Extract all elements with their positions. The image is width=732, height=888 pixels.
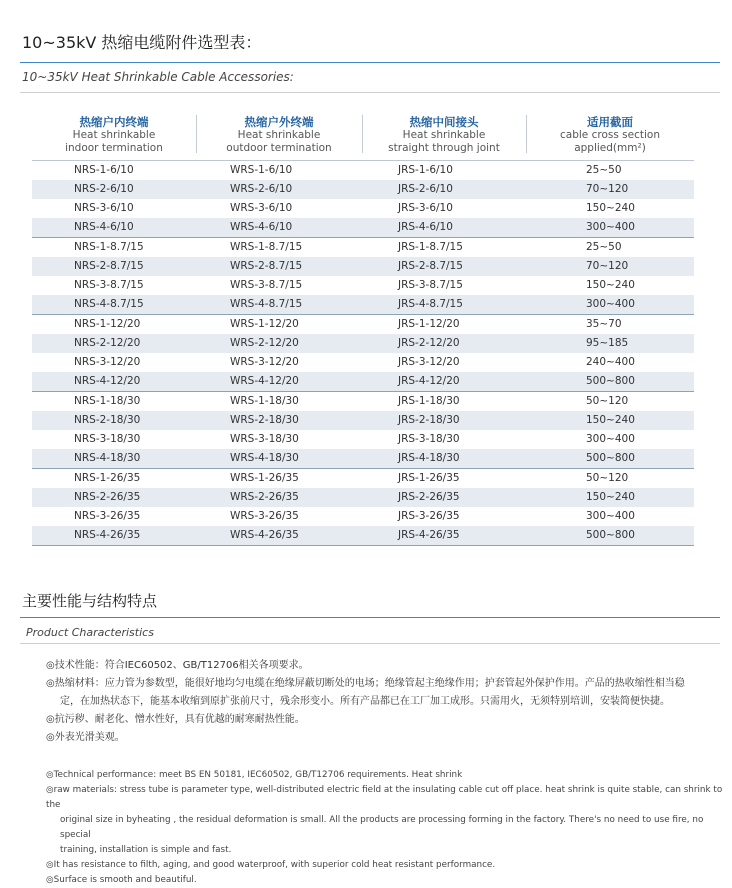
header-indoor-en1: Heat shrinkable bbox=[72, 129, 156, 141]
header-joint bbox=[362, 110, 526, 160]
cross-section-cell: 150~240 bbox=[586, 491, 635, 503]
table-row bbox=[32, 353, 694, 372]
section2-subtitle: Product Characteristics bbox=[26, 626, 154, 639]
section1-subtitle: 10~35kV Heat Shrinkable Cable Accessories: bbox=[22, 70, 294, 84]
indoor-model-cell: NRS-4-18/30 bbox=[74, 452, 141, 464]
table-row bbox=[32, 276, 694, 295]
header-outdoor bbox=[196, 110, 362, 160]
header-indoor-en2: indoor termination bbox=[65, 142, 163, 154]
indoor-model-cell: NRS-2-12/20 bbox=[74, 337, 141, 349]
outdoor-model-cell: WRS-3-26/35 bbox=[230, 510, 299, 522]
header-indoor bbox=[32, 110, 196, 160]
cross-section-cell: 240~400 bbox=[586, 356, 635, 368]
cn-item-line: ◎热缩材料：应力管为参数型，能很好地均匀电缆在绝缘屏蔽切断处的电场；绝缘管起主绝缘作用；护套管起外保护作用。产品的热收缩性相当稳 bbox=[46, 678, 685, 689]
indoor-model-cell: NRS-2-26/35 bbox=[74, 491, 141, 503]
cross-section-cell: 95~185 bbox=[586, 337, 629, 349]
section1-title: 10~35kV 热缩电缆附件选型表： bbox=[22, 33, 262, 52]
table-row bbox=[32, 391, 694, 411]
outdoor-model-cell: WRS-4-12/20 bbox=[230, 375, 299, 387]
table-row bbox=[32, 295, 694, 314]
joint-model-cell: JRS-4-18/30 bbox=[398, 452, 460, 464]
table-row bbox=[32, 199, 694, 218]
cn-item-line: ◎外表光滑美观。 bbox=[46, 732, 125, 743]
outdoor-model-cell: WRS-2-18/30 bbox=[230, 414, 299, 426]
joint-model-cell: JRS-4-26/35 bbox=[398, 529, 460, 541]
outdoor-model-cell: WRS-1-26/35 bbox=[230, 472, 299, 484]
header-outdoor-en1: Heat shrinkable bbox=[237, 129, 321, 141]
table-row bbox=[32, 334, 694, 353]
table-row bbox=[32, 488, 694, 507]
table-row bbox=[32, 372, 694, 391]
joint-model-cell: JRS-3-8.7/15 bbox=[398, 279, 463, 291]
indoor-model-cell: NRS-3-18/30 bbox=[74, 433, 141, 445]
en-item-line: training, installation is simple and fast. bbox=[60, 845, 232, 855]
en-item-line: original size in byheating , the residual deformation is small. All the products are processing forming in the factory. There's no need to use fire, no special bbox=[60, 815, 704, 840]
selection-table bbox=[32, 110, 694, 546]
outdoor-model-cell: WRS-3-6/10 bbox=[230, 202, 293, 214]
indoor-model-cell: NRS-1-18/30 bbox=[74, 395, 141, 407]
table-bottom-rule bbox=[32, 545, 694, 546]
table-header bbox=[32, 110, 694, 161]
joint-model-cell: JRS-4-12/20 bbox=[398, 375, 460, 387]
cn-item-line: 定，在加热状态下，能基本收缩到原扩张前尺寸，残余形变小。所有产品都已在工厂加工成形。只需用火，无须特别培训，安装简便快捷。 bbox=[60, 696, 670, 707]
table-row bbox=[32, 237, 694, 257]
header-cross-section-cn: 适用截面 bbox=[587, 115, 633, 129]
en-item-line: ◎Technical performance: meet BS EN 50181, IEC60502, GB/T12706 requirements. Heat shrink bbox=[46, 770, 463, 780]
table-row bbox=[32, 507, 694, 526]
cross-section-cell: 500~800 bbox=[586, 452, 635, 464]
outdoor-model-cell: WRS-2-8.7/15 bbox=[230, 260, 303, 272]
header-cross-section-en1: cable cross section bbox=[560, 129, 660, 141]
cross-section-cell: 35~70 bbox=[586, 318, 622, 330]
joint-model-cell: JRS-3-6/10 bbox=[398, 202, 453, 214]
indoor-model-cell: NRS-1-6/10 bbox=[74, 164, 134, 176]
header-cross-section bbox=[526, 110, 694, 160]
characteristics-en bbox=[46, 768, 726, 888]
cross-section-cell: 500~800 bbox=[586, 529, 635, 541]
header-joint-cn: 热缩中间接头 bbox=[409, 115, 479, 129]
cross-section-cell: 150~240 bbox=[586, 202, 635, 214]
joint-model-cell: JRS-1-18/30 bbox=[398, 395, 460, 407]
cross-section-cell: 70~120 bbox=[586, 183, 629, 195]
en-item-line: ◎Surface is smooth and beautiful. bbox=[46, 875, 197, 885]
cn-item-line: ◎技术性能：符合IEC60502、GB/T12706相关各项要求。 bbox=[46, 660, 309, 671]
cross-section-cell: 300~400 bbox=[586, 221, 635, 233]
en-item-line: ◎raw materials: stress tube is parameter type, well-distributed electric field at the insulating cable cut off place. heat shrink is quite stable, can shrink to the bbox=[46, 785, 723, 810]
table-row bbox=[32, 411, 694, 430]
cross-section-cell: 70~120 bbox=[586, 260, 629, 272]
joint-model-cell: JRS-2-12/20 bbox=[398, 337, 460, 349]
cross-section-cell: 50~120 bbox=[586, 395, 629, 407]
table-row bbox=[32, 218, 694, 237]
table-row bbox=[32, 468, 694, 488]
header-outdoor-cn: 热缩户外终端 bbox=[244, 115, 314, 129]
section2-subrule bbox=[20, 643, 720, 644]
indoor-model-cell: NRS-4-12/20 bbox=[74, 375, 141, 387]
indoor-model-cell: NRS-2-18/30 bbox=[74, 414, 141, 426]
en-item-line: ◎It has resistance to filth, aging, and good waterproof, with superior cold heat resistant performance. bbox=[46, 860, 496, 870]
joint-model-cell: JRS-4-8.7/15 bbox=[398, 298, 463, 310]
outdoor-model-cell: WRS-1-8.7/15 bbox=[230, 241, 303, 253]
outdoor-model-cell: WRS-2-26/35 bbox=[230, 491, 299, 503]
joint-model-cell: JRS-3-18/30 bbox=[398, 433, 460, 445]
joint-model-cell: JRS-1-6/10 bbox=[398, 164, 453, 176]
outdoor-model-cell: WRS-1-12/20 bbox=[230, 318, 299, 330]
outdoor-model-cell: WRS-1-18/30 bbox=[230, 395, 299, 407]
indoor-model-cell: NRS-4-26/35 bbox=[74, 529, 141, 541]
indoor-model-cell: NRS-1-26/35 bbox=[74, 472, 141, 484]
header-joint-en2: straight through joint bbox=[388, 142, 500, 154]
cross-section-cell: 25~50 bbox=[586, 241, 622, 253]
table-row bbox=[32, 526, 694, 545]
table-row bbox=[32, 449, 694, 468]
cross-section-cell: 300~400 bbox=[586, 298, 635, 310]
joint-model-cell: JRS-2-6/10 bbox=[398, 183, 453, 195]
table-row bbox=[32, 430, 694, 449]
indoor-model-cell: NRS-1-8.7/15 bbox=[74, 241, 144, 253]
indoor-model-cell: NRS-3-26/35 bbox=[74, 510, 141, 522]
cross-section-cell: 150~240 bbox=[586, 414, 635, 426]
indoor-model-cell: NRS-3-12/20 bbox=[74, 356, 141, 368]
joint-model-cell: JRS-1-26/35 bbox=[398, 472, 460, 484]
outdoor-model-cell: WRS-4-8.7/15 bbox=[230, 298, 303, 310]
cross-section-cell: 150~240 bbox=[586, 279, 635, 291]
cross-section-cell: 25~50 bbox=[586, 164, 622, 176]
outdoor-model-cell: WRS-3-12/20 bbox=[230, 356, 299, 368]
section1-subrule bbox=[20, 92, 720, 93]
joint-model-cell: JRS-3-26/35 bbox=[398, 510, 460, 522]
indoor-model-cell: NRS-4-6/10 bbox=[74, 221, 134, 233]
cn-item-line: ◎抗污秽、耐老化、憎水性好，具有优越的耐寒耐热性能。 bbox=[46, 714, 305, 725]
outdoor-model-cell: WRS-4-6/10 bbox=[230, 221, 293, 233]
header-outdoor-en2: outdoor termination bbox=[226, 142, 332, 154]
joint-model-cell: JRS-1-12/20 bbox=[398, 318, 460, 330]
outdoor-model-cell: WRS-3-18/30 bbox=[230, 433, 299, 445]
table-row bbox=[32, 180, 694, 199]
section1-rule bbox=[20, 62, 720, 63]
indoor-model-cell: NRS-4-8.7/15 bbox=[74, 298, 144, 310]
indoor-model-cell: NRS-3-6/10 bbox=[74, 202, 134, 214]
indoor-model-cell: NRS-2-6/10 bbox=[74, 183, 134, 195]
indoor-model-cell: NRS-3-8.7/15 bbox=[74, 279, 144, 291]
table-body bbox=[32, 161, 694, 545]
joint-model-cell: JRS-2-26/35 bbox=[398, 491, 460, 503]
cross-section-cell: 50~120 bbox=[586, 472, 629, 484]
cross-section-cell: 500~800 bbox=[586, 375, 635, 387]
indoor-model-cell: NRS-2-8.7/15 bbox=[74, 260, 144, 272]
outdoor-model-cell: WRS-2-12/20 bbox=[230, 337, 299, 349]
table-row bbox=[32, 257, 694, 276]
joint-model-cell: JRS-2-18/30 bbox=[398, 414, 460, 426]
cross-section-cell: 300~400 bbox=[586, 433, 635, 445]
outdoor-model-cell: WRS-1-6/10 bbox=[230, 164, 293, 176]
joint-model-cell: JRS-2-8.7/15 bbox=[398, 260, 463, 272]
indoor-model-cell: NRS-1-12/20 bbox=[74, 318, 141, 330]
outdoor-model-cell: WRS-4-18/30 bbox=[230, 452, 299, 464]
characteristics-cn bbox=[46, 657, 718, 747]
joint-model-cell: JRS-4-6/10 bbox=[398, 221, 453, 233]
table-row bbox=[32, 314, 694, 334]
header-indoor-cn: 热缩户内终端 bbox=[79, 115, 149, 129]
table-row bbox=[32, 161, 694, 180]
header-joint-en1: Heat shrinkable bbox=[402, 129, 486, 141]
cross-section-cell: 300~400 bbox=[586, 510, 635, 522]
section2-rule bbox=[20, 617, 720, 618]
outdoor-model-cell: WRS-2-6/10 bbox=[230, 183, 293, 195]
joint-model-cell: JRS-1-8.7/15 bbox=[398, 241, 463, 253]
outdoor-model-cell: WRS-4-26/35 bbox=[230, 529, 299, 541]
joint-model-cell: JRS-3-12/20 bbox=[398, 356, 460, 368]
header-cross-section-en2: applied(mm²) bbox=[574, 142, 646, 154]
outdoor-model-cell: WRS-3-8.7/15 bbox=[230, 279, 303, 291]
section2-title: 主要性能与结构特点 bbox=[22, 592, 158, 610]
